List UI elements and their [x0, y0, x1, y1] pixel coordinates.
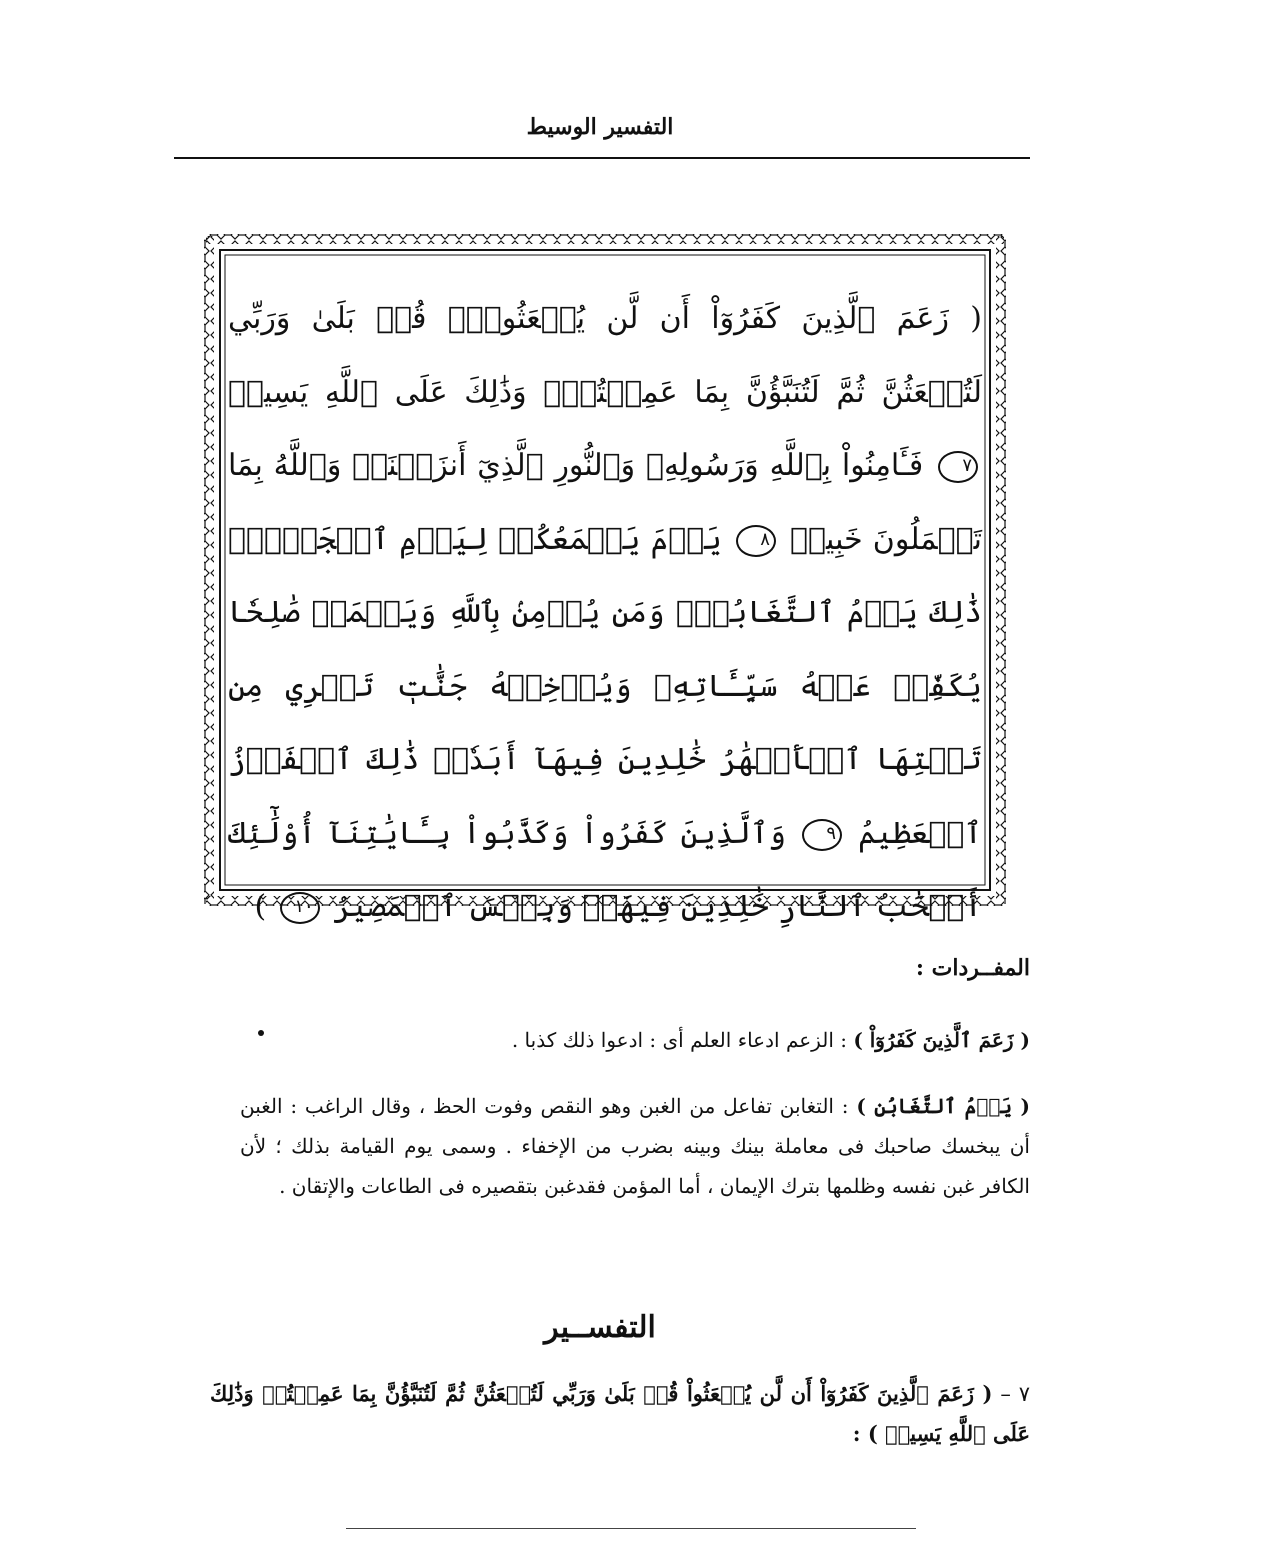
ayah-number-8: ٨ — [736, 525, 776, 557]
running-title: التفسير الوسيط — [526, 114, 674, 140]
vocabulary-entry — [240, 1086, 1030, 1206]
tafsir-verse-number: ٧ – — [1000, 1382, 1030, 1406]
vocabulary-term: ( يَوۡمُ ٱلتَّغَابُنِ ) — [856, 1094, 1030, 1118]
tafsir-verse — [210, 1374, 1030, 1454]
closing-bracket: ) — [254, 889, 267, 924]
ayah-number-7: ٧ — [938, 451, 978, 483]
verse-10-text: وَٱلَّذِينَ كَفَرُواْ وَكَذَّبُواْ بِـَٔايَٰتِنَآ أُوْلَٰٓئِكَ أَصۡحَٰبُ ٱلنَّارِ خَٰلِدِينَ فِيهَاۖ وَبِئۡسَ ٱلۡمَصِيرُ — [228, 815, 982, 924]
vocabulary-definition: : الزعم ادعاء العلم أى : ادعوا ذلك كذبا . — [511, 1028, 847, 1052]
ayah-number-10: ١٠ — [280, 892, 320, 924]
vocabulary-heading: المفــردات : — [915, 955, 1030, 981]
vocabulary-term: ( زَعَمَ ٱلَّذِينَ كَفَرُوٓاْ ) — [853, 1028, 1030, 1052]
verse-8-text: فَـَٔامِنُواْ بِٱللَّهِ وَرَسُولِهِۦ وَٱلنُّورِ ٱلَّذِيٓ أَنزَلۡنَاۚ وَٱللَّهُ بِمَا تَعۡمَلُونَ خَبِيرٞ — [228, 448, 982, 557]
tafsir-heading: التفســير — [544, 1310, 656, 1345]
tafsir-verse-text: ( زَعَمَ ٱلَّذِينَ كَفَرُوٓاْ أَن لَّن يُبۡعَثُواْ قُلۡ بَلَىٰ وَرَبِّي لَتُبۡعَثُنَّ ثُمَّ لَتُنَبَّؤُنَّ بِمَا عَمِلۡتُمۡ وَذَٰلِكَ عَلَى ٱللَّهِ يَسِيرٞ ) : — [210, 1381, 1030, 1446]
vocabulary-entry — [240, 1020, 1030, 1060]
quran-verse-box — [200, 230, 1010, 924]
vocabulary-definition: : التغابن تفاعل من الغبن وهو النقص وفوت الحظ ، وقال الراغب : الغبن أن يبخسك صاحبك فى معاملة بينك وبينه بضرب من الإخفاء . وسمى يوم القيامة بذلك ؛ لأن الكافر غبن نفسه وظلمها بترك الإيمان ، أما المؤمن فقدغبن بتقصيره فى الطاعات والإتقان . — [240, 1094, 1030, 1198]
ayah-number-9: ٩ — [802, 819, 842, 851]
verse-9-text: يَوۡمَ يَجۡمَعُكُمۡ لِيَوۡمِ ٱلۡجَمۡعِۖ ذَٰلِكَ يَوۡمُ ٱلتَّغَابُنِۗ وَمَن يُؤۡمِنۢ بِٱللَّهِ وَيَعۡمَلۡ صَٰلِحٗا يُكَفِّرۡ عَنۡهُ سَيِّـَٔاتِهِۦ وَيُدۡخِلۡهُ جَنَّٰتٖ تَجۡرِي مِن تَحۡتِهَا ٱلۡأَنۡهَٰرُ خَٰلِدِينَ فِيهَآ أَبَدٗاۚ ذَٰلِكَ ٱلۡفَوۡزُ ٱلۡعَظِيمُ — [228, 521, 982, 851]
verse-7-text: ( زَعَمَ ٱلَّذِينَ كَفَرُوٓاْ أَن لَّن يُبۡعَثُواْۚ قُلۡ بَلَىٰ وَرَبِّي لَتُبۡعَثُنَّ ثُمَّ لَتُنَبَّؤُنَّ بِمَا عَمِلۡتُمۡۚ وَذَٰلِكَ عَلَى ٱللَّهِ يَسِيرٞ — [228, 301, 982, 410]
quran-verses — [228, 282, 982, 944]
header-rule — [174, 157, 1030, 159]
footer-rule — [346, 1528, 916, 1529]
